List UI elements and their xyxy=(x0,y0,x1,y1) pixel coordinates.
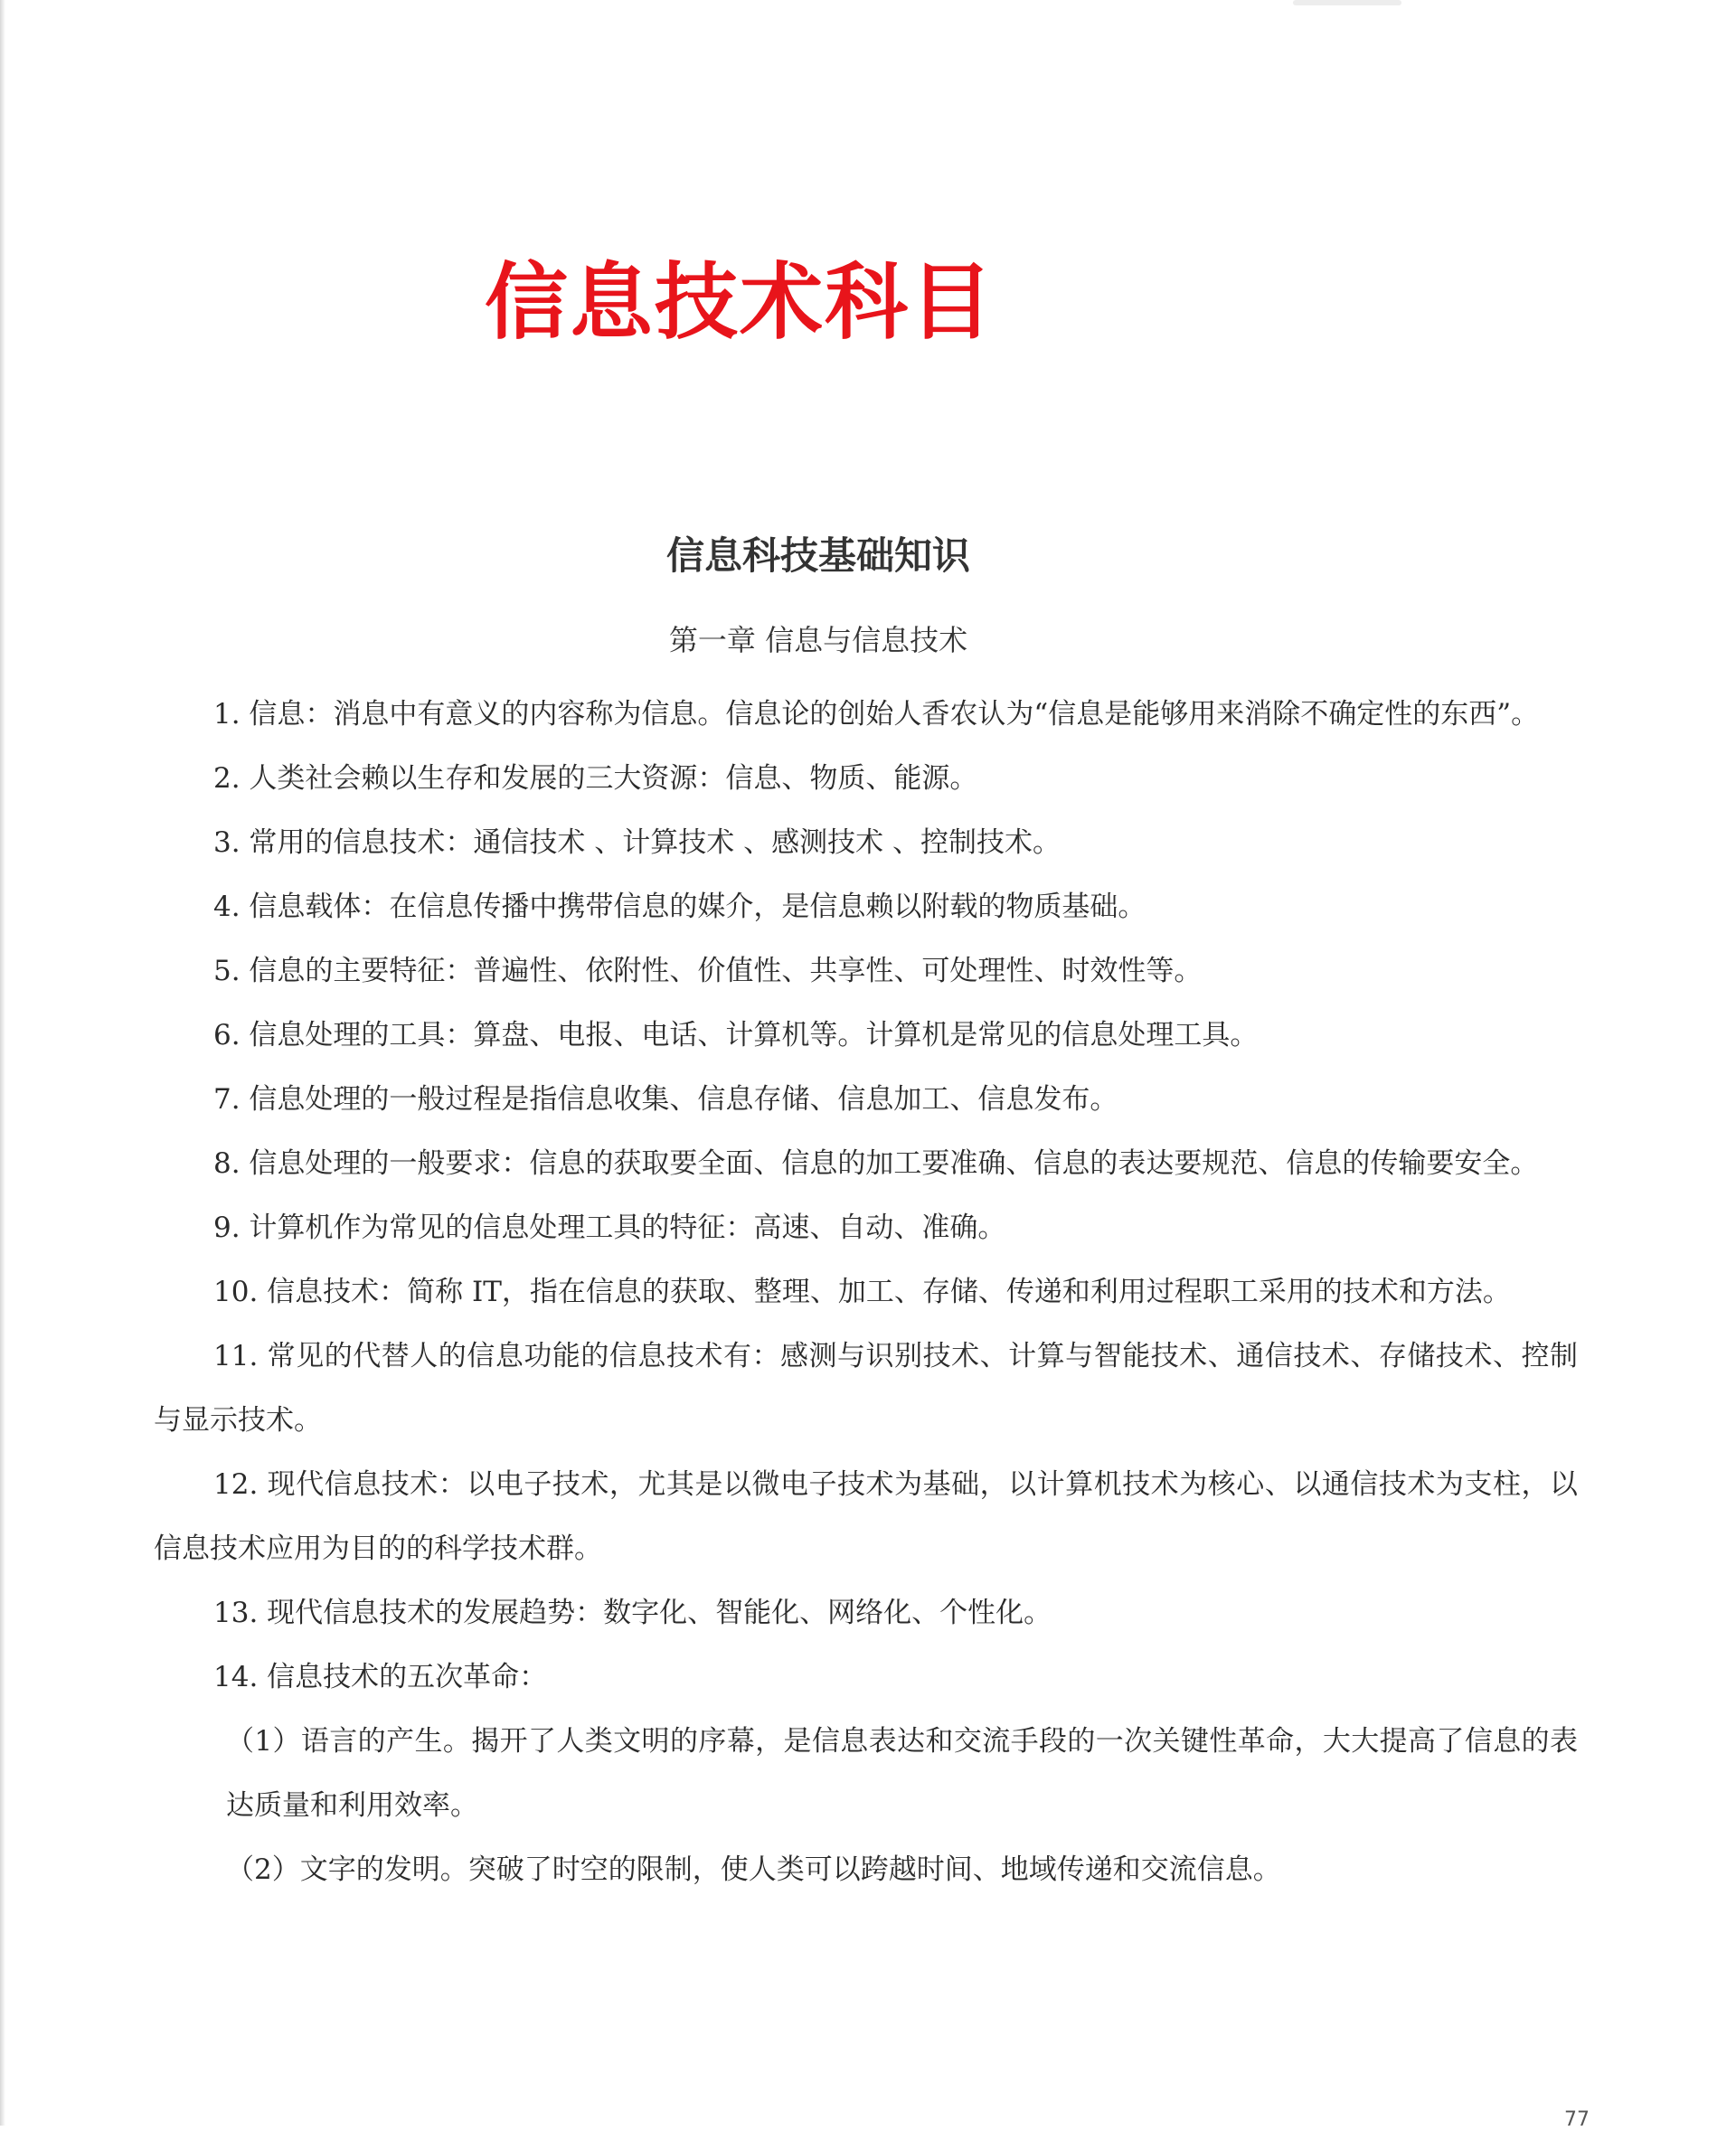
scan-smudge xyxy=(1293,0,1401,5)
sub-item-2: （2）文字的发明。突破了时空的限制，使人类可以跨越时间、地域传递和交流信息。 xyxy=(226,1853,1281,1886)
paragraph-item-9: 9. 计算机作为常见的信息处理工具的特征：高速、自动、准确。 xyxy=(213,1212,1006,1244)
paragraph-item-11: 11. 常见的代替人的信息功能的信息技术有：感测与识别技术、计算与智能技术、通信技术、存储技术、控制与显示技术。 xyxy=(154,1340,1578,1437)
page-number: 77 xyxy=(1564,2108,1590,2131)
paragraph-item-10: 10. 信息技术：简称 IT，指在信息的获取、整理、加工、存储、传递和利用过程职工采用的技术和方法。 xyxy=(213,1276,1511,1308)
paragraph-item-2: 2. 人类社会赖以生存和发展的三大资源：信息、物质、能源。 xyxy=(213,762,978,795)
subject-title: 信息技术科目 xyxy=(485,254,995,351)
body-text xyxy=(154,683,1578,1902)
scan-edge-shadow xyxy=(0,0,5,2126)
paragraph-item-14: 14. 信息技术的五次革命： xyxy=(213,1661,548,1693)
paragraph-item-5: 5. 信息的主要特征：普遍性、依附性、价值性、共享性、可处理性、时效性等。 xyxy=(213,955,1203,987)
paragraph-item-7: 7. 信息处理的一般过程是指信息收集、信息存储、信息加工、信息发布。 xyxy=(213,1083,1118,1116)
chapter-title: 第一章 信息与信息技术 xyxy=(668,623,968,657)
paragraph-item-4: 4. 信息载体：在信息传播中携带信息的媒介，是信息赖以附载的物质基础。 xyxy=(213,891,1146,923)
paragraph-item-8: 8. 信息处理的一般要求：信息的获取要全面、信息的加工要准确、信息的表达要规范、信息的传输要安全。 xyxy=(213,1147,1539,1180)
document-title: 信息科技基础知识 xyxy=(665,533,970,578)
paragraph-item-12: 12. 现代信息技术：以电子技术，尤其是以微电子技术为基础，以计算机技术为核心、以通信技术为支柱，以信息技术应用为目的的科学技术群。 xyxy=(154,1468,1578,1565)
paragraph-item-1: 1. 信息：消息中有意义的内容称为信息。信息论的创始人香农认为“信息是能够用来消除不确定性的东西”。 xyxy=(213,698,1540,731)
paragraph-item-6: 6. 信息处理的工具：算盘、电报、电话、计算机等。计算机是常见的信息处理工具。 xyxy=(213,1019,1259,1051)
sub-item-1: （1）语言的产生。揭开了人类文明的序幕，是信息表达和交流手段的一次关键性革命，大大提高了信息的表达质量和利用效率。 xyxy=(226,1725,1578,1822)
paragraph-item-13: 13. 现代信息技术的发展趋势：数字化、智能化、网络化、个性化。 xyxy=(213,1597,1052,1629)
paragraph-item-3: 3. 常用的信息技术：通信技术 、计算技术 、感测技术 、控制技术。 xyxy=(213,826,1061,859)
